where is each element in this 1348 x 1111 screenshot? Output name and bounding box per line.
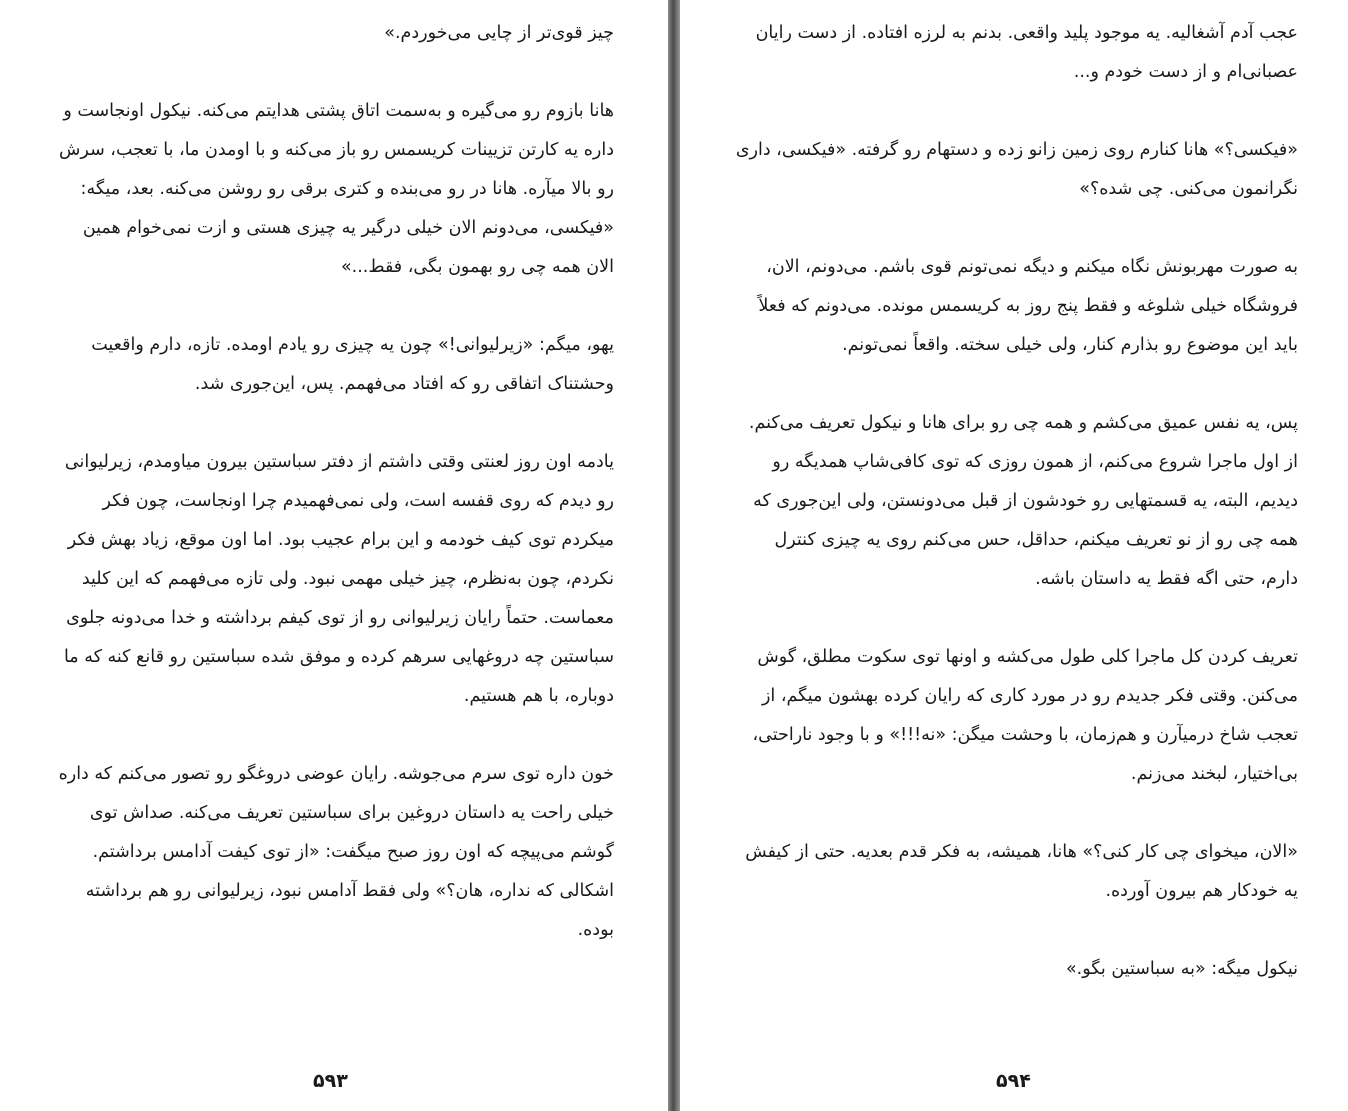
book-gutter [668,0,680,1111]
paragraph: هانا بازوم رو می‌گیره و به‌سمت اتاق پشتی هدایتم می‌کنه. نیکول اونجاست و داره یه کارتن تزیینات کریسمس رو باز می‌کنه و با اومدن ما، با تعجب، سرش رو بالا میآره. هانا در رو می‌بنده و کتری برقی رو روشن می‌کنه. بعد، میگه: «فیکسی، می‌دونم الان خیلی درگیر یه چیزی هستی و ازت نمی‌خوام همین الان همه چی رو بهمون بگی، فقط...» [59,101,614,277]
left-page-text [52,14,614,989]
paragraph: پس، یه نفس عمیق می‌کشم و همه چی رو برای هانا و نیکول تعریف می‌کنم. از اول ماجرا شروع می‌کنم، از همون روزی که توی کافی‌شاپ همدیگه رو دیدیم، البته، یه قسمتهایی رو خودشون از قبل می‌دونستن، ولی این‌جوری که همه چی رو از نو تعریف میکنم، حداقل، حس می‌کنم روی یه چیزی کنترل دارم، حتی اگه فقط یه داستان باشه. [748,413,1298,589]
page-number: ۵۹۴ [996,1070,1031,1092]
paragraph: عجب آدم آشغالیه. یه موجود پلید واقعی. بدنم به لرزه افتاده. از دست رایان عصبانی‌ام و از دست خودم و... [755,23,1298,82]
paragraph: نیکول میگه: «به سباستین بگو.» [1065,959,1298,979]
page-number: ۵۹۳ [313,1070,348,1092]
left-page [0,0,668,1111]
right-page-text [734,14,1298,1028]
paragraph: «الان، میخوای چی کار کنی؟» هانا، همیشه، به فکر قدم بعدیه. حتی از کیفش یه خودکار هم بیرون آورده. [745,842,1298,901]
right-page [680,0,1348,1111]
paragraph: تعریف کردن کل ماجرا کلی طول می‌کشه و اونها توی سکوت مطلق، گوش می‌کنن. وقتی فکر جدیدم رو در مورد کاری که رایان کرده بهشون میگم، از تعجب شاخ درمیآرن و هم‌زمان، با وحشت میگن: «نه!!!» و با وجود ناراحتی، بی‌اختیار، لبخند می‌زنم. [752,647,1298,784]
paragraph: «فیکسی؟» هانا کنارم روی زمین زانو زده و دستهام رو گرفته. «فیکسی، داری نگرانمون می‌کنی. چی شده؟» [735,140,1298,199]
paragraph: چیز قوی‌تر از چایی می‌خوردم.» [384,23,614,43]
paragraph: خون داره توی سرم می‌جوشه. رایان عوضی دروغگو رو تصور می‌کنم که داره خیلی راحت یه داستان دروغین برای سباستین تعریف می‌کنه. صداش توی گوشم می‌پیچه که اون روز صبح میگفت: «از توی کیفت آدامس برداشتم. اشکالی که نداره، هان؟» ولی فقط آدامس نبود، زیرلیوانی رو هم برداشته بوده. [58,764,614,940]
paragraph: یهو، میگم: «زیرلیوانی!» چون یه چیزی رو یادم اومده. تازه، دارم واقعیت وحشتناک اتفاقی رو که افتاد می‌فهمم. پس، این‌جوری شد. [91,335,614,394]
paragraph: به صورت مهربونش نگاه میکنم و دیگه نمی‌تونم قوی باشم. می‌دونم، الان، فروشگاه خیلی شلوغه و فقط پنج روز به کریسمس مونده. می‌دونم که فعلاً باید این موضوع رو بذارم کنار، ولی خیلی سخته. واقعاً نمی‌تونم. [758,257,1298,355]
paragraph: یادمه اون روز لعنتی وقتی داشتم از دفتر سباستین بیرون میاومدم، زیرلیوانی رو دیدم که روی قفسه است، ولی نمی‌فهمیدم چرا اونجاست، چون فکر میکردم توی کیف خودمه و این برام عجیب بود. اما اون موقع، زیاد بهش فکر نکردم، چون به‌نظرم، چیز خیلی مهمی نبود. ولی تازه می‌فهمم که این کلید معماست. حتماً رایان زیرلیوانی رو از توی کیفم برداشته و خدا می‌دونه جلوی سباستین چه دروغهایی سرهم کرده و موفق شده سباستین رو قانع کنه که ما دوباره، با هم هستیم. [63,452,614,706]
